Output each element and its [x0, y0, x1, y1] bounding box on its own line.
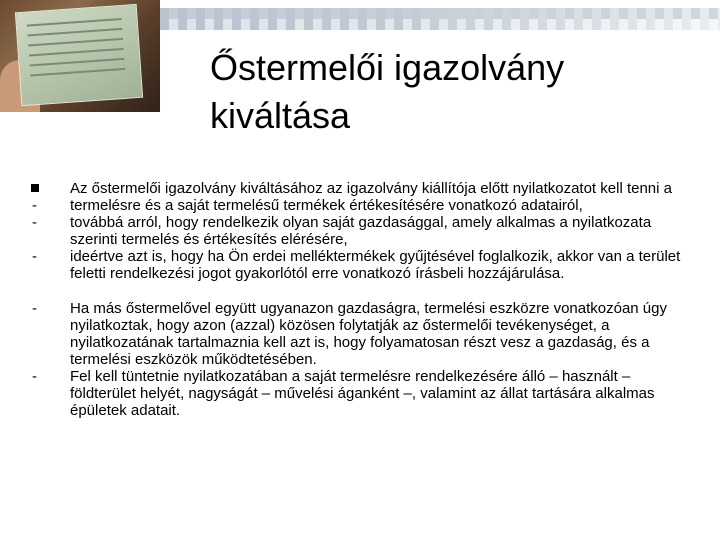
slide-title — [210, 44, 690, 140]
header-photo — [0, 0, 160, 112]
list-item-text: ideértve azt is, hogy ha Ön erdei melléktermékek gyűjtésével foglalkozik, akkor van a terület feletti rendelkezési jogot gyakorlótól erre vonatkozó írásbeli hozzájárulása. — [70, 248, 681, 282]
list-item — [26, 300, 686, 368]
list-item-text: továbbá arról, hogy rendelkezik olyan saját gazdasággal, amely alkalmas a nyilatkozata szerinti termelés és értékesítés elérésére, — [70, 214, 652, 248]
slide-body — [26, 180, 686, 419]
list-item-text: Fel kell tüntetnie nyilatkozatában a saját termelésre rendelkezésére álló – használt – földterület helyét, nagyságát – művelési áganként –, valamint az állat tartására alkalmas épületek adatait. — [70, 368, 655, 419]
list-item — [26, 248, 686, 282]
list-item-text: termelésre és a saját termelésű termékek értékesítésére vonatkozó adatairól, — [70, 197, 583, 214]
spacer — [26, 282, 686, 300]
square-bullet-icon — [31, 184, 39, 192]
list-item — [26, 214, 686, 248]
decorative-checker-band-top — [160, 8, 720, 19]
list-item — [26, 197, 686, 214]
list-item-text: Az őstermelői igazolvány kiváltásához az igazolvány kiállítója előtt nyilatkozatot kell tenni a — [70, 180, 672, 197]
list-item — [26, 180, 686, 197]
dash-bullet: - — [32, 248, 37, 265]
dash-bullet: - — [32, 368, 37, 385]
title-line-1: Őstermelői igazolvány — [210, 47, 565, 88]
list-item — [26, 368, 686, 419]
dash-bullet: - — [32, 197, 37, 214]
title-line-2: kiváltása — [210, 95, 351, 136]
dash-bullet: - — [32, 214, 37, 231]
dash-bullet: - — [32, 300, 37, 317]
id-card-image — [15, 4, 143, 106]
list-item-text: Ha más őstermelővel együtt ugyanazon gazdaságra, termelési eszközre vonatkozóan úgy nyilatkoztak, hogy azon (azzal) közösen folytatják az őstermelői tevékenységet, a nyilatkozatának tartalmaznia kell azt is, hogy folyamatosan részt vesz a gazdaság, és a termelési eszközök működtetésében. — [70, 300, 667, 368]
